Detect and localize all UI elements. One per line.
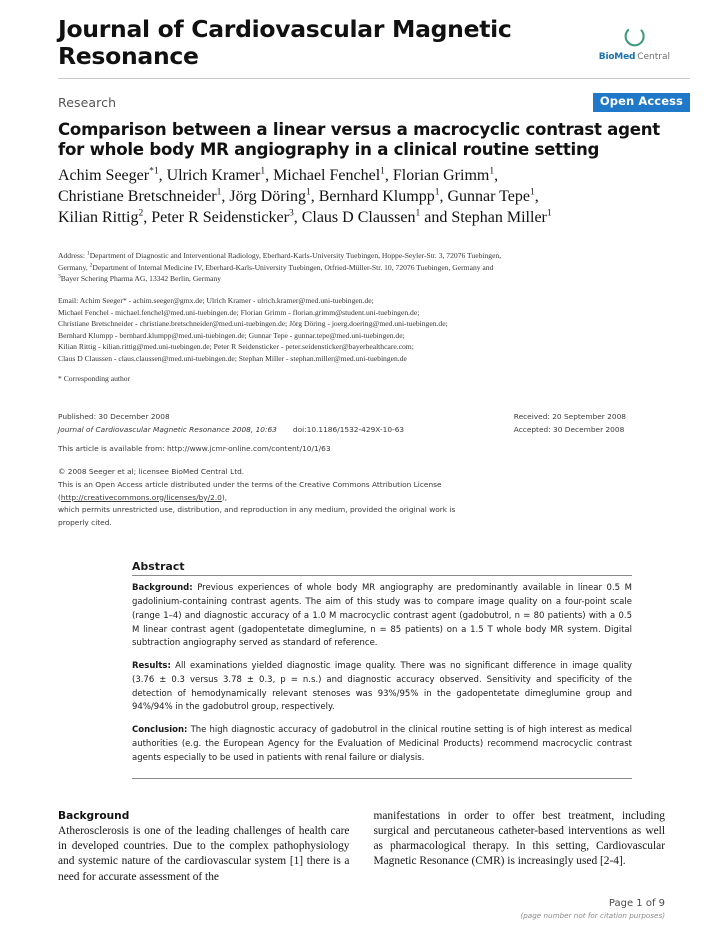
- body-paragraph-right: manifestations in order to offer best treatment, including surgical and percutaneous catheter-based interventions as well as pharmacological therapy. In this setting, Cardiovascular Magnetic Resonance (CMR) is increasingly used [2-4].: [373, 809, 665, 868]
- abstract-paragraph-background: [132, 582, 632, 651]
- publication-right: [514, 411, 626, 437]
- title-block: [58, 120, 684, 229]
- body-column-right: [374, 809, 666, 885]
- email-line: Claus D Claussen - claus.claussen@med.uni-tuebingen.de; Stephan Miller - stephan.miller@med.uni-tuebingen.de: [58, 353, 407, 363]
- license-line: which permits unrestricted use, distribution, and reproduction in any medium, provided the original work is properly cited.: [58, 505, 456, 528]
- affiliation-block: [58, 250, 680, 384]
- corresponding-author-note: * Corresponding author: [58, 374, 131, 384]
- journal-title: Journal of Cardiovascular Magnetic Resonance: [58, 15, 512, 70]
- email-line: Christiane Bretschneider - christiane.bretschneider@med.uni-tuebingen.de; Jörg Döring - joerg.doering@med.uni-tuebingen.de;: [58, 319, 448, 329]
- copyright-block: [58, 466, 488, 531]
- address-line: Germany, $^2$Department of Internal Medicine IV, Eberhard-Karls-University Tuebingen, Otfried-Müller-Str. 10, 72076 Tuebingen, Germany and: [58, 262, 494, 272]
- email-line: Kilian Rittig - kilian.rittig@med.uni-tuebingen.de; Peter R Seidensticker - peter.seidensticker@bayerhealthcare.com;: [58, 342, 414, 352]
- body-columns: [58, 809, 665, 885]
- biomed-word: BioMed: [598, 52, 636, 62]
- email-line: Bernhard Klumpp - bernhard.klumpp@med.uni-tuebingen.de; Gunnar Tepe - gunnar.tepe@med.uni-tuebingen.de;: [58, 330, 405, 340]
- abstract-heading: Abstract: [132, 560, 185, 574]
- article-type-bar: [58, 93, 690, 112]
- license-url[interactable]: http://creativecommons.org/licenses/by/2.0: [60, 492, 222, 502]
- masthead-divider: [58, 78, 690, 79]
- article-type-label: Research: [58, 94, 117, 110]
- body-column-left: [58, 809, 350, 885]
- author-line: Kilian Rittig$^2$, Peter R Seidensticker$^3$, Claus D Claussen$^1$ and Stephan Miller$^1$: [58, 208, 552, 227]
- publication-left: [58, 411, 488, 531]
- abstract-paragraph-results: [132, 660, 632, 715]
- abstract-text-conclusion: The high diagnostic accuracy of gadobutrol in the clinical routine setting is of high interest as medical authorities (e.g. the European Agency for the Evaluation of Medicinal Products) recommend macrocyclic contrast agents especially to be used in patients with renal failure or dialysis.: [132, 725, 632, 763]
- address-lines: [58, 250, 680, 285]
- page-number: Page 1 of 9: [608, 898, 665, 909]
- body-paragraph-left: Atherosclerosis is one of the leading challenges of health care in developed countries. Due to the complex pathophysiology and systemic nature of the cardiovascular system [1] there is a need for accurate assessment of the: [58, 824, 350, 883]
- abstract-lead-conclusion: Conclusion:: [132, 725, 188, 736]
- address-line: Address: $^1$Department of Diagnostic and Interventional Radiology, Eberhard-Karls-University Tuebingen, Hoppe-Seyler-Str. 3, 72076 Tuebingen,: [58, 250, 502, 261]
- available-from-line: This article is available from: http://www.jcmr-online.com/content/10/1/63: [58, 443, 331, 453]
- abstract-lead-results: Results:: [132, 661, 171, 672]
- abstract-top-rule: [132, 575, 632, 576]
- page-number-note: (page number not for citation purposes): [520, 911, 665, 920]
- journal-citation: Journal of Cardiovascular Magnetic Resonance 2008, 10:63: [58, 424, 277, 434]
- section-heading-background: Background: [58, 809, 130, 822]
- email-line: Michael Fenchel - michael.fenchel@med.uni-tuebingen.de; Florian Grimm - florian.grimm@student.uni-tuebingen.de;: [58, 307, 420, 317]
- abstract-bottom-rule: [132, 778, 632, 779]
- published-date: Published: 30 December 2008: [58, 411, 170, 421]
- address-line: $^3$Bayer Schering Pharma AG, 13342 Berlin, Germany: [58, 273, 222, 284]
- abstract-lead-background: Background:: [132, 583, 193, 594]
- open-access-badge: Open Access: [593, 93, 690, 112]
- accepted-date: Accepted: 30 December 2008: [513, 424, 625, 434]
- email-line: Email: Achim Seeger* - achim.seeger@gmx.de; Ulrich Kramer - ulrich.kramer@med.uni-tuebingen.de;: [58, 296, 374, 306]
- publication-block: [58, 411, 680, 531]
- abstract-text-background: Previous experiences of whole body MR angiography are predominantly available in linear 0.5 M gadolinium-containing contrast agents. The aim of this study was to compare image quality on a four-point scale (range 1–4) and diagnostic accuracy of a 1.0 M macrocyclic contrast agent (gadobutrol, n = 80 patients) with a 0.5 M linear contrast agent (gadopentetate dimeglumine, n = 85 patients) on a 1.5 T whole body MR system. Digital subtraction angiography served as standard of reference.: [132, 583, 632, 649]
- page-footer: [520, 898, 665, 920]
- author-line: Christiane Bretschneider$^1$, Jörg Döring$^1$, Bernhard Klumpp$^1$, Gunnar Tepe$^1$,: [58, 187, 539, 205]
- citation-line: [58, 424, 488, 437]
- author-list: [58, 165, 684, 229]
- biomed-arc-icon: [621, 24, 647, 50]
- masthead: [0, 0, 720, 70]
- doi-text: doi:10.1186/1532-429X-10-63: [292, 424, 405, 434]
- biomed-central-wordmark: [599, 53, 670, 62]
- email-lines: [58, 295, 680, 364]
- author-line: Achim Seeger$^{*1}$, Ulrich Kramer$^1$, Michael Fenchel$^1$, Florian Grimm$^1$,: [58, 166, 499, 184]
- abstract-section: [132, 560, 632, 778]
- received-date: Received: 20 September 2008: [513, 411, 626, 421]
- copyright-line: © 2008 Seeger et al; licensee BioMed Central Ltd.: [58, 466, 245, 476]
- abstract-text-results: All examinations yielded diagnostic image quality. There was no significant difference in image quality (3.76 ± 0.3 versus 3.78 ± 0.3, p = n.s.) and diagnostic accuracy observed. Sensitivity and specificity of the detection of hemodynamically relevant stenoses was 93%/95% in the gadopentetate dimeglumine group and 94%/94% in the gadobutrol group, respectively.: [132, 661, 632, 713]
- biomed-central-logo: [599, 16, 670, 62]
- license-line: This is an Open Access article distributed under the terms of the Creative Commons Attribution License (http://creativecommons.org/licenses/by/2.0),: [58, 479, 442, 502]
- page-title: Comparison between a linear versus a macrocyclic contrast agent for whole body MR angiography in a clinical routine setting: [58, 119, 660, 160]
- abstract-paragraph-conclusion: [132, 724, 632, 765]
- central-word: Central: [637, 52, 670, 62]
